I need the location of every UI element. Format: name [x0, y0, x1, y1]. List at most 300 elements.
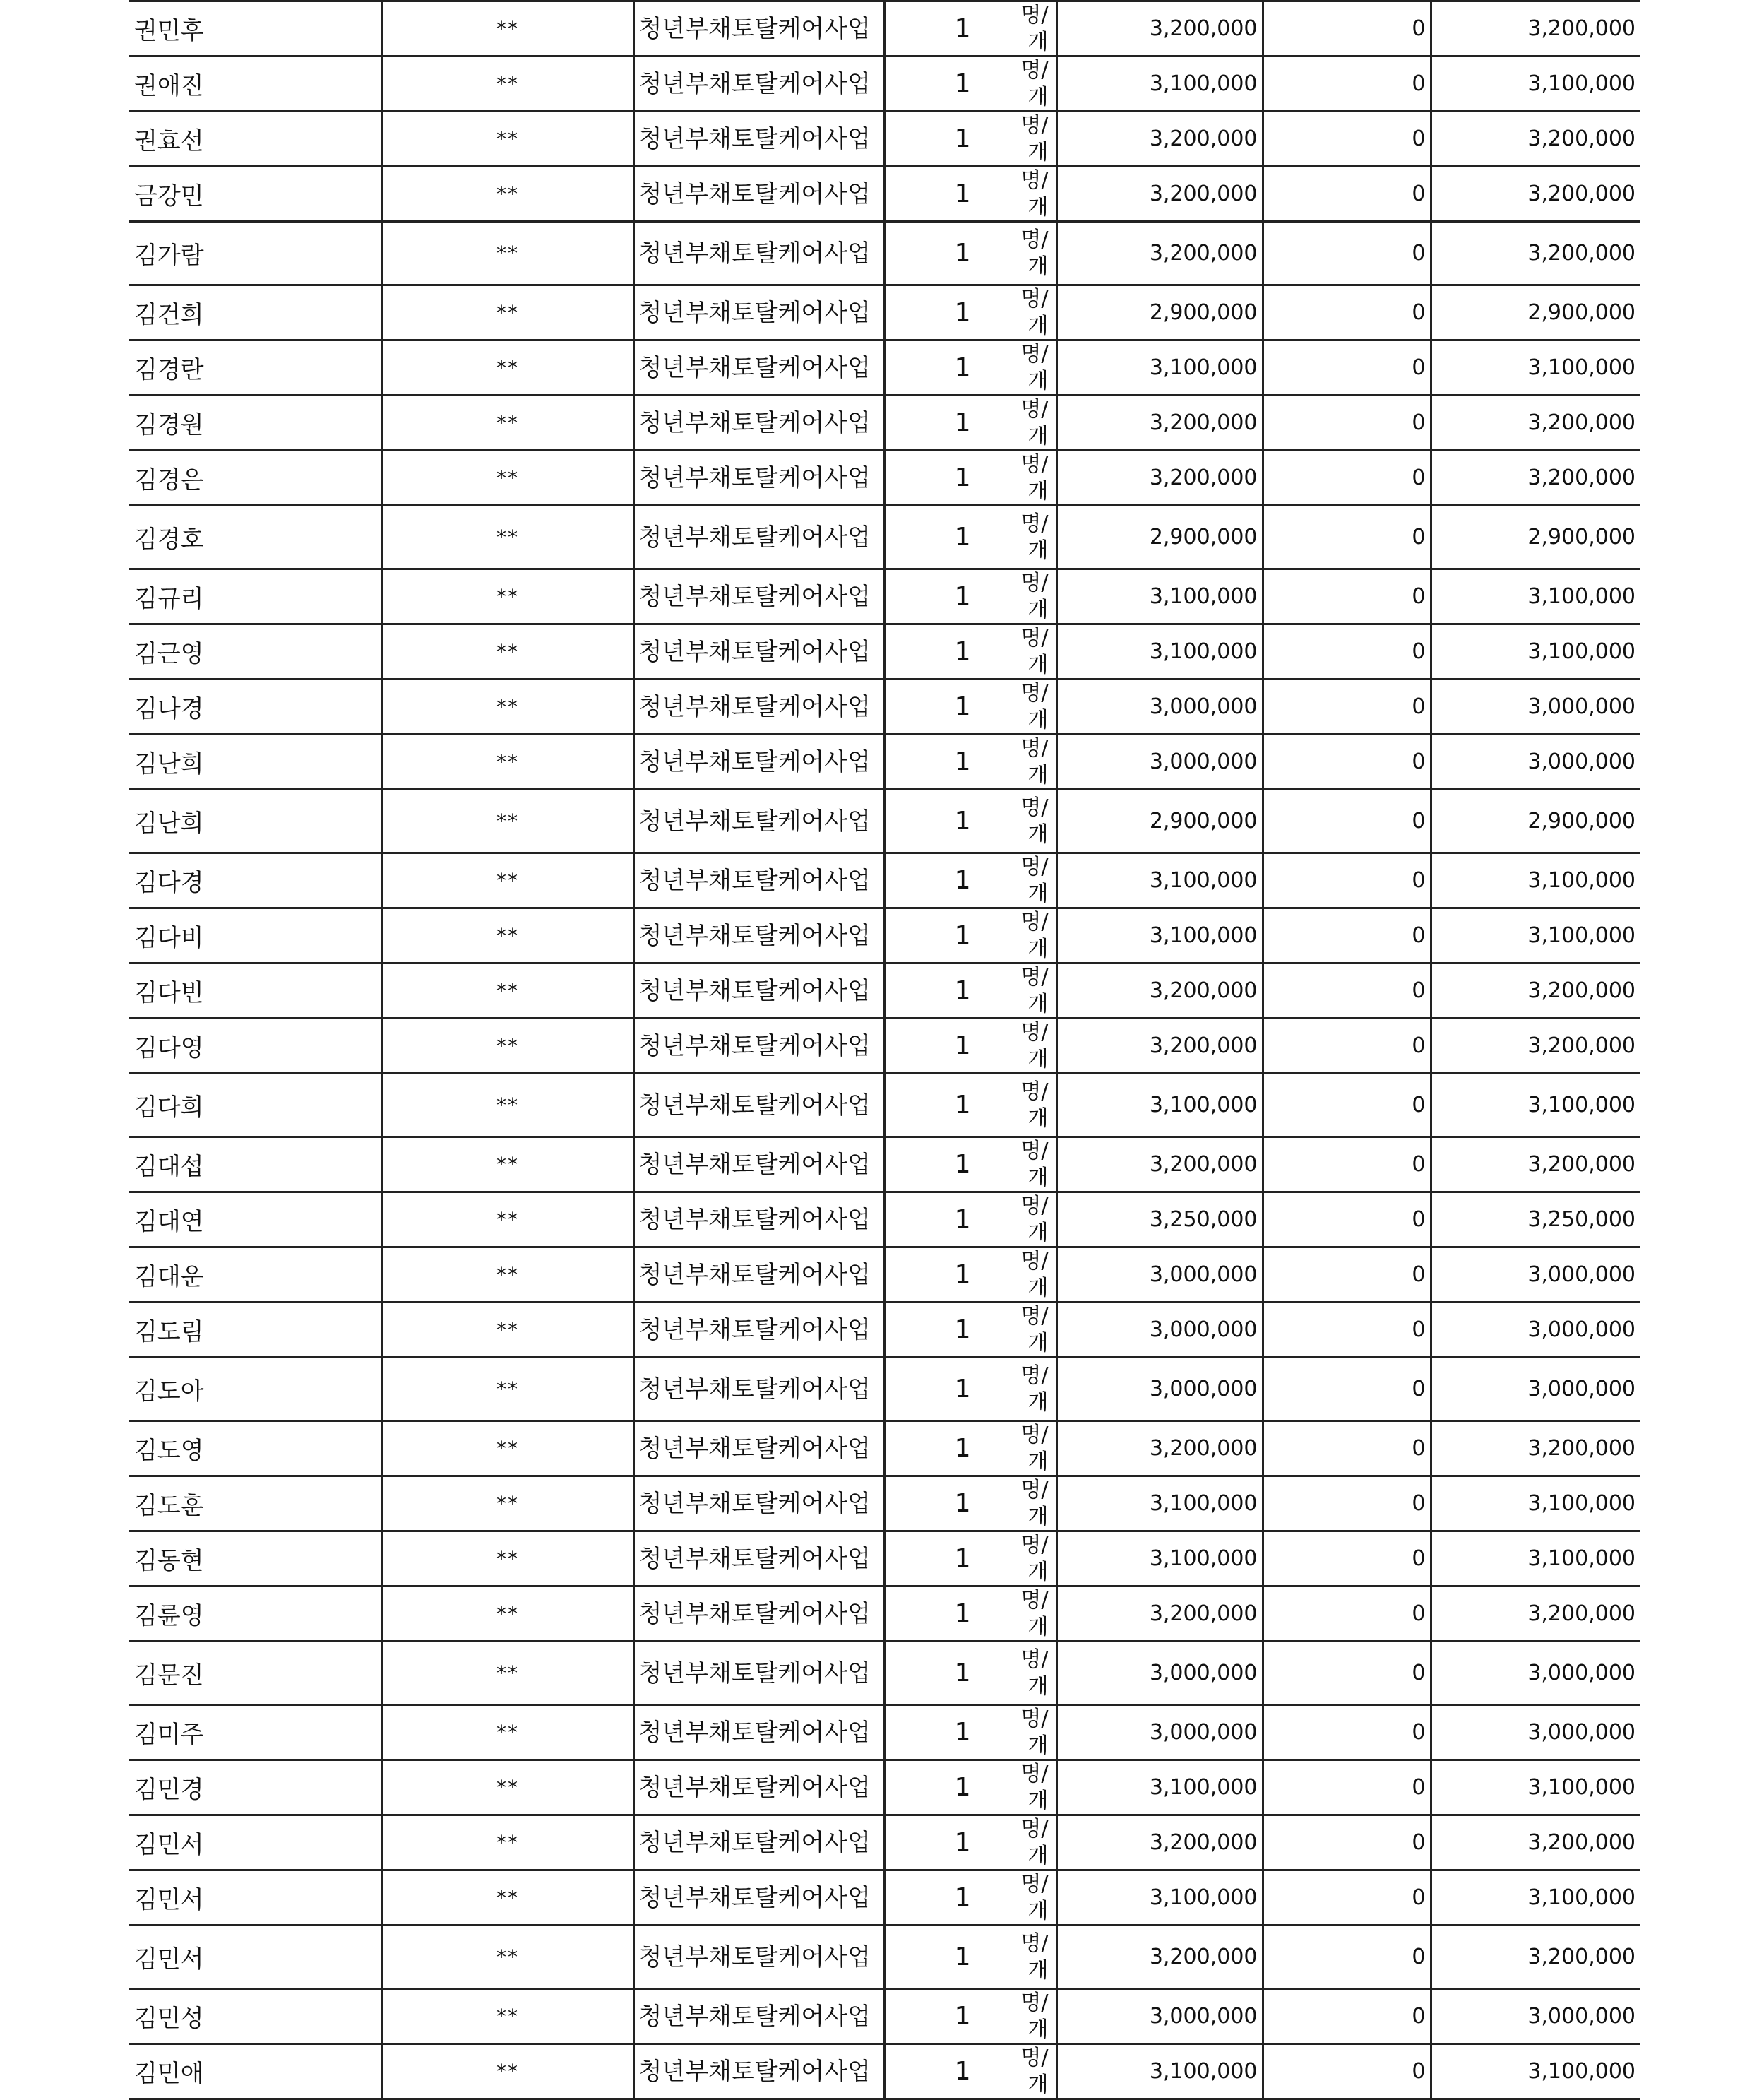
- program-name: 청년부채토탈케어사업: [633, 624, 884, 680]
- recipient-name: 김민경: [129, 1760, 382, 1815]
- quantity-cell: [884, 680, 1056, 735]
- deduction: 0: [1263, 790, 1431, 853]
- total: 3,000,000: [1431, 1247, 1640, 1303]
- amount: 3,200,000: [1056, 167, 1263, 222]
- amount: 3,100,000: [1056, 57, 1263, 112]
- total: 3,100,000: [1431, 2044, 1640, 2099]
- recipient-name: 김도훈: [129, 1476, 382, 1531]
- quantity: 1: [954, 1150, 971, 1179]
- total: 3,100,000: [1431, 1074, 1640, 1137]
- deduction: 0: [1263, 1137, 1431, 1192]
- total: 3,200,000: [1431, 167, 1640, 222]
- program-name: 청년부채토탈케어사업: [633, 451, 884, 506]
- quantity-cell: [884, 1358, 1056, 1421]
- quantity-cell: [884, 222, 1056, 285]
- recipient-name: 김대운: [129, 1247, 382, 1303]
- table-row: [129, 680, 1640, 735]
- table-row: [129, 506, 1640, 569]
- table-row: [129, 1303, 1640, 1358]
- total: 3,000,000: [1431, 735, 1640, 790]
- quantity: 1: [954, 239, 971, 268]
- masked-id: **: [382, 853, 633, 908]
- deduction: 0: [1263, 735, 1431, 790]
- program-name: 청년부채토탈케어사업: [633, 1870, 884, 1926]
- quantity-cell: [884, 57, 1056, 112]
- recipient-name: 권효선: [129, 112, 382, 167]
- deduction: 0: [1263, 1247, 1431, 1303]
- quantity-cell: [884, 1192, 1056, 1247]
- total: 3,200,000: [1431, 451, 1640, 506]
- deduction: 0: [1263, 1642, 1431, 1705]
- program-name: 청년부채토탈케어사업: [633, 1247, 884, 1303]
- quantity: 1: [954, 866, 971, 895]
- quantity: 1: [954, 1031, 971, 1060]
- quantity: 1: [954, 2002, 971, 2031]
- total: 3,200,000: [1431, 1586, 1640, 1642]
- quantity: 1: [954, 523, 971, 552]
- program-name: 청년부채토탈케어사업: [633, 396, 884, 451]
- quantity: 1: [954, 1659, 971, 1687]
- quantity-cell: [884, 396, 1056, 451]
- program-name: 청년부채토탈케어사업: [633, 1926, 884, 1989]
- recipient-name: 김민서: [129, 1870, 382, 1926]
- quantity-cell: [884, 285, 1056, 340]
- disbursement-table: [129, 0, 1640, 2100]
- program-name: 청년부채토탈케어사업: [633, 1476, 884, 1531]
- program-name: 청년부채토탈케어사업: [633, 1815, 884, 1870]
- table-row: [129, 285, 1640, 340]
- quantity: 1: [954, 1828, 971, 1857]
- table-row: [129, 396, 1640, 451]
- amount: 3,000,000: [1056, 735, 1263, 790]
- unit-label: 명/개: [1020, 396, 1049, 449]
- unit-label: 명/개: [1020, 1930, 1049, 1983]
- unit-label: 명/개: [1020, 451, 1049, 504]
- quantity-cell: [884, 735, 1056, 790]
- recipient-name: 김도영: [129, 1421, 382, 1476]
- table-row: [129, 908, 1640, 963]
- quantity: 1: [954, 1718, 971, 1747]
- deduction: 0: [1263, 1476, 1431, 1531]
- deduction: 0: [1263, 1303, 1431, 1358]
- deduction: 0: [1263, 451, 1431, 506]
- program-name: 청년부채토탈케어사업: [633, 1137, 884, 1192]
- deduction: 0: [1263, 1192, 1431, 1247]
- deduction: 0: [1263, 1358, 1431, 1421]
- recipient-name: 김민애: [129, 2044, 382, 2099]
- deduction: 0: [1263, 908, 1431, 963]
- amount: 3,200,000: [1056, 1137, 1263, 1192]
- unit-label: 명/개: [1020, 511, 1049, 563]
- masked-id: **: [382, 1989, 633, 2044]
- masked-id: **: [382, 1303, 633, 1358]
- total: 2,900,000: [1431, 790, 1640, 853]
- quantity-cell: [884, 569, 1056, 624]
- amount: 3,200,000: [1056, 396, 1263, 451]
- amount: 3,100,000: [1056, 1760, 1263, 1815]
- table-row: [129, 1926, 1640, 1989]
- program-name: 청년부채토탈케어사업: [633, 680, 884, 735]
- quantity: 1: [954, 353, 971, 382]
- quantity-cell: [884, 1303, 1056, 1358]
- recipient-name: 김동현: [129, 1531, 382, 1586]
- quantity-cell: [884, 790, 1056, 853]
- deduction: 0: [1263, 624, 1431, 680]
- amount: 3,000,000: [1056, 1642, 1263, 1705]
- total: 3,100,000: [1431, 1531, 1640, 1586]
- quantity-cell: [884, 1137, 1056, 1192]
- recipient-name: 김근영: [129, 624, 382, 680]
- amount: 3,100,000: [1056, 853, 1263, 908]
- recipient-name: 김도아: [129, 1358, 382, 1421]
- amount: 3,200,000: [1056, 1019, 1263, 1074]
- quantity-cell: [884, 624, 1056, 680]
- total: 3,200,000: [1431, 1, 1640, 57]
- masked-id: **: [382, 112, 633, 167]
- total: 3,000,000: [1431, 1358, 1640, 1421]
- unit-label: 명/개: [1020, 1761, 1049, 1813]
- program-name: 청년부채토탈케어사업: [633, 1531, 884, 1586]
- recipient-name: 김다희: [129, 1074, 382, 1137]
- quantity: 1: [954, 1489, 971, 1518]
- total: 2,900,000: [1431, 285, 1640, 340]
- quantity: 1: [954, 124, 971, 153]
- unit-label: 명/개: [1020, 1019, 1049, 1072]
- total: 3,200,000: [1431, 1421, 1640, 1476]
- unit-label: 명/개: [1020, 1706, 1049, 1758]
- quantity: 1: [954, 1091, 971, 1120]
- table-row: [129, 853, 1640, 908]
- total: 3,200,000: [1431, 1137, 1640, 1192]
- recipient-name: 김다비: [129, 908, 382, 963]
- quantity-cell: [884, 167, 1056, 222]
- table-row: [129, 112, 1640, 167]
- quantity: 1: [954, 747, 971, 776]
- table-row: [129, 735, 1640, 790]
- amount: 3,100,000: [1056, 2044, 1263, 2099]
- masked-id: **: [382, 963, 633, 1019]
- recipient-name: 김민성: [129, 1989, 382, 2044]
- masked-id: **: [382, 569, 633, 624]
- table-row: [129, 1642, 1640, 1705]
- quantity-cell: [884, 2044, 1056, 2099]
- deduction: 0: [1263, 1074, 1431, 1137]
- amount: 2,900,000: [1056, 285, 1263, 340]
- table-row: [129, 1137, 1640, 1192]
- table-row: [129, 1358, 1640, 1421]
- program-name: 청년부채토탈케어사업: [633, 1586, 884, 1642]
- deduction: 0: [1263, 222, 1431, 285]
- quantity-cell: [884, 112, 1056, 167]
- quantity-cell: [884, 1531, 1056, 1586]
- recipient-name: 김대연: [129, 1192, 382, 1247]
- amount: 3,200,000: [1056, 1926, 1263, 1989]
- amount: 3,100,000: [1056, 624, 1263, 680]
- amount: 3,000,000: [1056, 1989, 1263, 2044]
- quantity-cell: [884, 1642, 1056, 1705]
- recipient-name: 김나경: [129, 680, 382, 735]
- table-row: [129, 1870, 1640, 1926]
- masked-id: **: [382, 451, 633, 506]
- masked-id: **: [382, 680, 633, 735]
- unit-label: 명/개: [1020, 227, 1049, 279]
- quantity: 1: [954, 463, 971, 492]
- total: 3,100,000: [1431, 1870, 1640, 1926]
- total: 3,100,000: [1431, 340, 1640, 396]
- unit-label: 명/개: [1020, 1303, 1049, 1355]
- quantity: 1: [954, 807, 971, 836]
- quantity: 1: [954, 692, 971, 721]
- unit-label: 명/개: [1020, 1816, 1049, 1868]
- program-name: 청년부채토탈케어사업: [633, 569, 884, 624]
- recipient-name: 김민서: [129, 1815, 382, 1870]
- table-row: [129, 167, 1640, 222]
- recipient-name: 김경란: [129, 340, 382, 396]
- deduction: 0: [1263, 167, 1431, 222]
- deduction: 0: [1263, 963, 1431, 1019]
- amount: 3,200,000: [1056, 222, 1263, 285]
- table-row: [129, 1, 1640, 57]
- total: 3,000,000: [1431, 1989, 1640, 2044]
- recipient-name: 김다영: [129, 1019, 382, 1074]
- deduction: 0: [1263, 569, 1431, 624]
- deduction: 0: [1263, 853, 1431, 908]
- recipient-name: 김문진: [129, 1642, 382, 1705]
- quantity-cell: [884, 963, 1056, 1019]
- recipient-name: 김경호: [129, 506, 382, 569]
- recipient-name: 김다빈: [129, 963, 382, 1019]
- table-row: [129, 1421, 1640, 1476]
- recipient-name: 김미주: [129, 1705, 382, 1760]
- total: 3,200,000: [1431, 963, 1640, 1019]
- program-name: 청년부채토탈케어사업: [633, 1989, 884, 2044]
- quantity: 1: [954, 921, 971, 950]
- total: 3,200,000: [1431, 396, 1640, 451]
- quantity: 1: [954, 1599, 971, 1628]
- unit-label: 명/개: [1020, 1990, 1049, 2042]
- quantity-cell: [884, 908, 1056, 963]
- masked-id: **: [382, 1926, 633, 1989]
- total: 3,200,000: [1431, 112, 1640, 167]
- amount: 3,000,000: [1056, 1247, 1263, 1303]
- masked-id: **: [382, 1642, 633, 1705]
- unit-label: 명/개: [1020, 1248, 1049, 1300]
- quantity-cell: [884, 1760, 1056, 1815]
- program-name: 청년부채토탈케어사업: [633, 112, 884, 167]
- amount: 3,100,000: [1056, 908, 1263, 963]
- unit-label: 명/개: [1020, 625, 1049, 677]
- program-name: 청년부채토탈케어사업: [633, 285, 884, 340]
- recipient-name: 김경은: [129, 451, 382, 506]
- amount: 3,100,000: [1056, 1870, 1263, 1926]
- total: 3,100,000: [1431, 1760, 1640, 1815]
- amount: 3,200,000: [1056, 451, 1263, 506]
- quantity-cell: [884, 1, 1056, 57]
- total: 3,100,000: [1431, 853, 1640, 908]
- amount: 3,100,000: [1056, 1531, 1263, 1586]
- quantity: 1: [954, 1883, 971, 1912]
- quantity: 1: [954, 2057, 971, 2086]
- quantity-cell: [884, 1421, 1056, 1476]
- masked-id: **: [382, 1421, 633, 1476]
- total: 3,000,000: [1431, 1705, 1640, 1760]
- table-row: [129, 1586, 1640, 1642]
- total: 3,250,000: [1431, 1192, 1640, 1247]
- table-body: [129, 1, 1640, 2099]
- table-row: [129, 1705, 1640, 1760]
- total: 3,100,000: [1431, 569, 1640, 624]
- unit-label: 명/개: [1020, 1138, 1049, 1190]
- total: 3,000,000: [1431, 680, 1640, 735]
- masked-id: **: [382, 1358, 633, 1421]
- recipient-name: 김륜영: [129, 1586, 382, 1642]
- deduction: 0: [1263, 1926, 1431, 1989]
- table-row: [129, 1074, 1640, 1137]
- deduction: 0: [1263, 1705, 1431, 1760]
- total: 3,100,000: [1431, 908, 1640, 963]
- recipient-name: 김규리: [129, 569, 382, 624]
- quantity-cell: [884, 1586, 1056, 1642]
- quantity-cell: [884, 1247, 1056, 1303]
- masked-id: **: [382, 396, 633, 451]
- table-row: [129, 790, 1640, 853]
- recipient-name: 김난희: [129, 735, 382, 790]
- amount: 3,200,000: [1056, 1586, 1263, 1642]
- recipient-name: 김도림: [129, 1303, 382, 1358]
- masked-id: **: [382, 624, 633, 680]
- quantity: 1: [954, 1315, 971, 1344]
- total: 3,100,000: [1431, 1476, 1640, 1531]
- table-row: [129, 963, 1640, 1019]
- unit-label: 명/개: [1020, 909, 1049, 961]
- quantity: 1: [954, 1205, 971, 1234]
- quantity: 1: [954, 1375, 971, 1404]
- program-name: 청년부채토탈케어사업: [633, 57, 884, 112]
- table-row: [129, 624, 1640, 680]
- recipient-name: 금강민: [129, 167, 382, 222]
- table-row: [129, 1019, 1640, 1074]
- unit-label: 명/개: [1020, 1079, 1049, 1131]
- deduction: 0: [1263, 1531, 1431, 1586]
- total: 3,000,000: [1431, 1642, 1640, 1705]
- recipient-name: 김건희: [129, 285, 382, 340]
- masked-id: **: [382, 1870, 633, 1926]
- program-name: 청년부채토탈케어사업: [633, 1303, 884, 1358]
- total: 3,200,000: [1431, 222, 1640, 285]
- amount: 3,100,000: [1056, 569, 1263, 624]
- quantity-cell: [884, 1870, 1056, 1926]
- table-row: [129, 1815, 1640, 1870]
- amount: 3,200,000: [1056, 1421, 1263, 1476]
- unit-label: 명/개: [1020, 286, 1049, 338]
- masked-id: **: [382, 1815, 633, 1870]
- table-row: [129, 1192, 1640, 1247]
- unit-label: 명/개: [1020, 167, 1049, 220]
- deduction: 0: [1263, 1760, 1431, 1815]
- unit-label: 명/개: [1020, 112, 1049, 165]
- amount: 3,250,000: [1056, 1192, 1263, 1247]
- quantity-cell: [884, 1074, 1056, 1137]
- masked-id: **: [382, 1586, 633, 1642]
- table-row: [129, 451, 1640, 506]
- deduction: 0: [1263, 1, 1431, 57]
- amount: 3,200,000: [1056, 1, 1263, 57]
- recipient-name: 김민서: [129, 1926, 382, 1989]
- quantity-cell: [884, 1705, 1056, 1760]
- unit-label: 명/개: [1020, 1477, 1049, 1529]
- program-name: 청년부채토탈케어사업: [633, 167, 884, 222]
- quantity: 1: [954, 1544, 971, 1573]
- amount: 3,000,000: [1056, 1303, 1263, 1358]
- masked-id: **: [382, 1019, 633, 1074]
- amount: 3,200,000: [1056, 963, 1263, 1019]
- quantity: 1: [954, 582, 971, 611]
- unit-label: 명/개: [1020, 57, 1049, 109]
- quantity: 1: [954, 179, 971, 208]
- unit-label: 명/개: [1020, 2, 1049, 54]
- amount: 3,100,000: [1056, 1074, 1263, 1137]
- unit-label: 명/개: [1020, 570, 1049, 622]
- quantity-cell: [884, 451, 1056, 506]
- program-name: 청년부채토탈케어사업: [633, 1705, 884, 1760]
- program-name: 청년부채토탈케어사업: [633, 908, 884, 963]
- table-row: [129, 340, 1640, 396]
- masked-id: **: [382, 1074, 633, 1137]
- quantity: 1: [954, 14, 971, 43]
- unit-label: 명/개: [1020, 680, 1049, 732]
- unit-label: 명/개: [1020, 1532, 1049, 1584]
- table-row: [129, 2044, 1640, 2099]
- recipient-name: 김대섭: [129, 1137, 382, 1192]
- program-name: 청년부채토탈케어사업: [633, 735, 884, 790]
- deduction: 0: [1263, 1019, 1431, 1074]
- masked-id: **: [382, 1531, 633, 1586]
- table-row: [129, 569, 1640, 624]
- masked-id: **: [382, 1476, 633, 1531]
- masked-id: **: [382, 57, 633, 112]
- program-name: 청년부채토탈케어사업: [633, 1642, 884, 1705]
- amount: 2,900,000: [1056, 790, 1263, 853]
- masked-id: **: [382, 1760, 633, 1815]
- deduction: 0: [1263, 680, 1431, 735]
- program-name: 청년부채토탈케어사업: [633, 1, 884, 57]
- deduction: 0: [1263, 1586, 1431, 1642]
- unit-label: 명/개: [1020, 1871, 1049, 1923]
- program-name: 청년부채토탈케어사업: [633, 1760, 884, 1815]
- program-name: 청년부채토탈케어사업: [633, 1358, 884, 1421]
- recipient-name: 권민후: [129, 1, 382, 57]
- amount: 3,000,000: [1056, 1358, 1263, 1421]
- recipient-name: 권애진: [129, 57, 382, 112]
- total: 3,000,000: [1431, 1303, 1640, 1358]
- quantity: 1: [954, 69, 971, 98]
- deduction: 0: [1263, 57, 1431, 112]
- unit-label: 명/개: [1020, 1422, 1049, 1474]
- program-name: 청년부채토탈케어사업: [633, 1074, 884, 1137]
- unit-label: 명/개: [1020, 854, 1049, 906]
- amount: 3,200,000: [1056, 112, 1263, 167]
- amount: 3,000,000: [1056, 1705, 1263, 1760]
- table-row: [129, 1247, 1640, 1303]
- deduction: 0: [1263, 1989, 1431, 2044]
- quantity: 1: [954, 298, 971, 327]
- quantity: 1: [954, 637, 971, 666]
- table-row: [129, 57, 1640, 112]
- deduction: 0: [1263, 285, 1431, 340]
- program-name: 청년부채토탈케어사업: [633, 1019, 884, 1074]
- total: 3,200,000: [1431, 1815, 1640, 1870]
- masked-id: **: [382, 167, 633, 222]
